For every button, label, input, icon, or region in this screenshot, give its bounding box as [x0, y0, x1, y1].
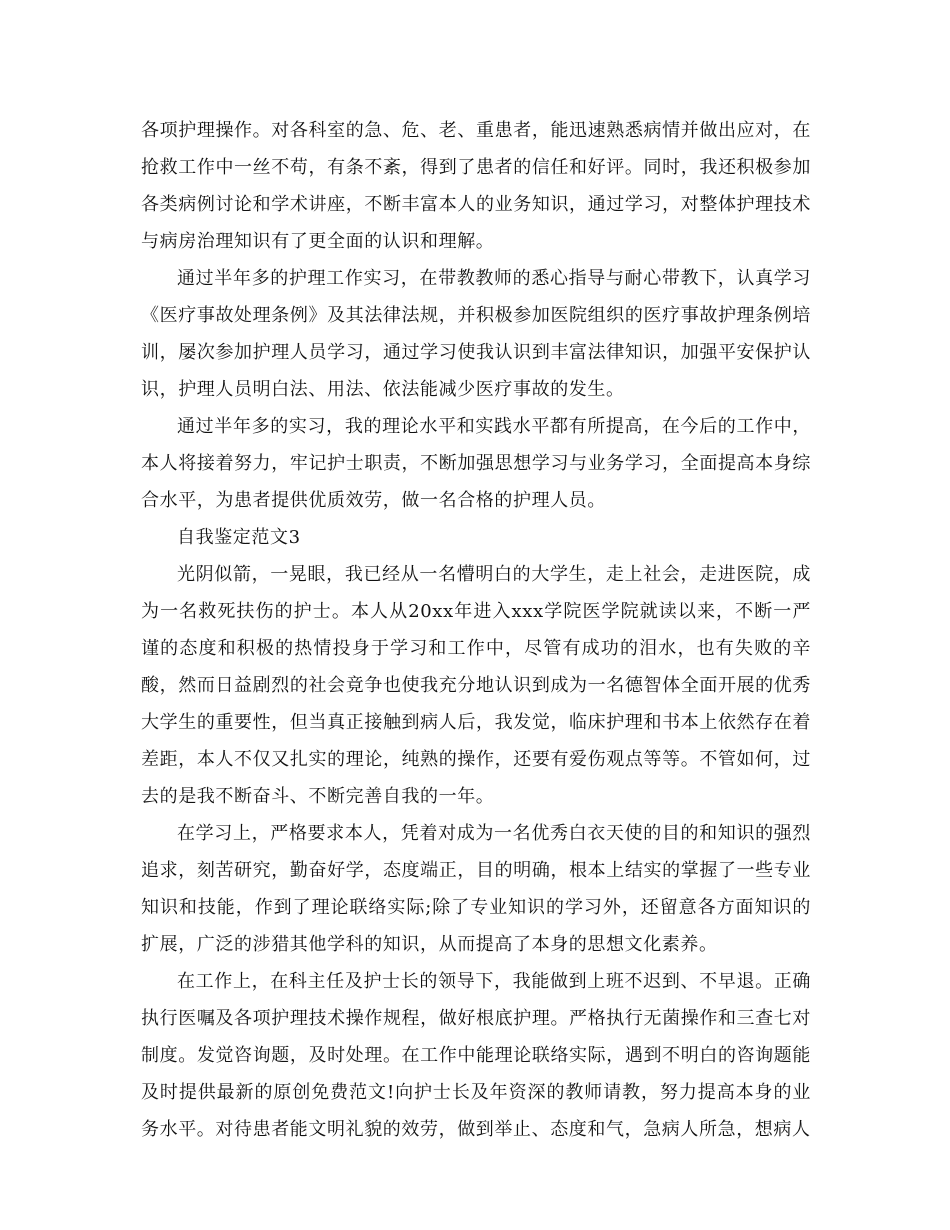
section-heading: 自我鉴定范文3 — [177, 527, 301, 548]
paragraph-continuation: 各项护理操作。对各科室的急、危、老、重患者，能迅速熟悉病情并做出应对，在抢救工作中一丝不苟，有条不紊，得到了患者的信任和好评。同时，我还积极参加各类病例讨论和学术讲座，不断丰富本人的业务知识，通过学习，对整体护理技术与病房治理知识有了更全面的认识和理解。 — [141, 120, 811, 252]
document-body — [141, 112, 811, 1148]
paragraph-internship-summary: 通过半年多的实习，我的理论水平和实践水平都有所提高，在今后的工作中，本人将接着努力，牢记护士职责，不断加强思想学习与业务学习，全面提高本身综合水平，为患者提供优质效劳，做一名合格的护理人员。 — [141, 416, 811, 511]
paragraph-intro: 光阴似箭，一晃眼，我已经从一名懵明白的大学生，走上社会，走进医院，成为一名救死扶伤的护士。本人从20xx年进入xxx学院医学院就读以来，不断一严谨的态度和积极的热情投身于学习和工作中，尽管有成功的泪水，也有失败的辛酸，然而日益剧烈的社会竟争也使我充分地认识到成为一名德智体全面开展的优秀大学生的重要性，但当真正接触到病人后，我发觉，临床护理和书本上依然存在着差距，本人不仅又扎实的理论，纯熟的操作，还要有爱伤观点等等。不管如何，过去的是我不断奋斗、不断完善自我的一年。 — [141, 564, 811, 807]
paragraph-work: 在工作上，在科主任及护士长的领导下，我能做到上班不迟到、不早退。正确执行医嘱及各项护理技术操作规程，做好根底护理。严格执行无菌操作和三查七对制度。发觉咨询题，及时处理。在工作中能理论联络实际，遇到不明白的咨询题能及时提供最新的原创免费范文!向护士长及年资深的教师请教，努力提高本身的业务水平。对待患者能文明礼貌的效劳，做到举止、态度和气，急病人所急，想病人 — [141, 971, 811, 1140]
paragraph-internship-law: 通过半年多的护理工作实习，在带教教师的悉心指导与耐心带教下，认真学习《医疗事故处理条例》及其法律法规，并积极参加医院组织的医疗事故护理条例培训，屡次参加护理人员学习，通过学习使我认识到丰富法律知识，加强平安保护认识，护理人员明白法、用法、依法能减少医疗事故的发生。 — [141, 268, 811, 400]
paragraph-study: 在学习上，严格要求本人，凭着对成为一名优秀白衣天使的目的和知识的强烈追求，刻苦研究，勤奋好学，态度端正，目的明确，根本上结实的掌握了一些专业知识和技能，作到了理论联络实际;除了专业知识的学习外，还留意各方面知识的扩展，广泛的涉猎其他学科的知识，从而提高了本身的思想文化素养。 — [141, 823, 811, 955]
